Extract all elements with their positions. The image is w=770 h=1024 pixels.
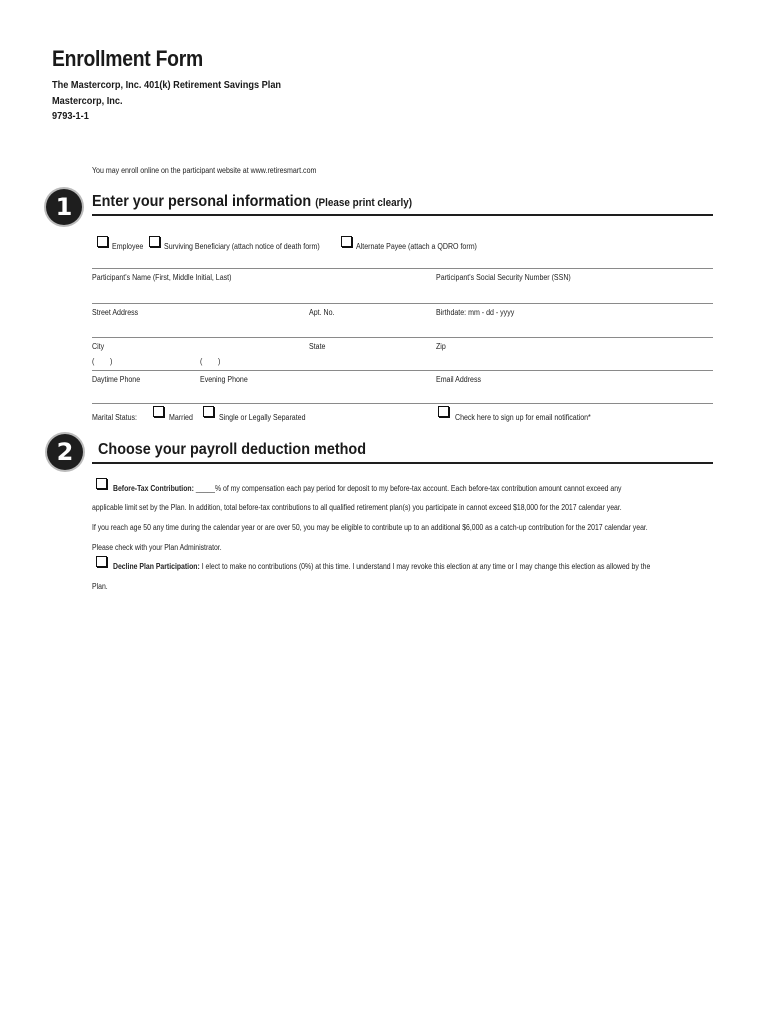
marital-status-label: Marital Status: — [92, 413, 138, 422]
section-one-note: (Please print clearly) — [315, 197, 413, 209]
address-field-line — [92, 303, 713, 304]
alternate-payee-label: Alternate Payee (attach a QDRO form) — [356, 242, 477, 251]
state-field[interactable]: State — [309, 342, 326, 351]
surviving-beneficiary-label: Surviving Beneficiary (attach notice of death form) — [164, 242, 320, 251]
decline-line-2: Plan. — [92, 582, 108, 591]
decline-participation-checkbox[interactable] — [96, 556, 107, 567]
decline-text: I elect to make no contributions (0%) at this time. I understand I may revoke this election at any time or I may change this election as allowed by the — [201, 562, 651, 571]
alternate-payee-checkbox[interactable] — [341, 236, 352, 247]
employee-label: Employee — [112, 242, 144, 251]
decline-line-1 — [113, 562, 650, 571]
married-checkbox[interactable] — [153, 406, 164, 417]
city-field-line — [92, 337, 713, 338]
before-tax-checkbox[interactable] — [96, 478, 107, 489]
company-name: Mastercorp, Inc. — [52, 96, 123, 107]
evening-area-code[interactable]: ( ) — [200, 357, 221, 366]
plan-admin-note: Please check with your Plan Administrator. — [92, 543, 222, 552]
email-notification-label: Check here to sign up for email notification* — [455, 413, 591, 422]
employee-checkbox[interactable] — [97, 236, 108, 247]
daytime-area-code[interactable]: ( ) — [92, 357, 113, 366]
marital-field-line — [92, 403, 713, 404]
email-notification-checkbox[interactable] — [438, 406, 449, 417]
daytime-phone-field[interactable]: Daytime Phone — [92, 375, 141, 384]
section-one-rule — [92, 214, 713, 216]
catch-up-note: If you reach age 50 any time during the calendar year or are over 50, you may be eligible to contribute up to an additional $6,000 as a catch-up contribution for the 2017 calendar year. — [92, 523, 648, 532]
married-label: Married — [169, 413, 193, 422]
before-tax-line-1 — [113, 484, 622, 493]
birthdate-field[interactable]: Birthdate: mm - dd - yyyy — [436, 308, 515, 317]
section-one-heading — [92, 193, 412, 211]
section-one-title: Enter your personal information — [92, 193, 312, 210]
email-address-field[interactable]: Email Address — [436, 375, 482, 384]
before-tax-text[interactable]: _____% of my compensation each pay period for deposit to my before-tax account. Each before-tax contribution amount cannot exceed any — [195, 484, 622, 493]
decline-label: Decline Plan Participation: — [113, 562, 200, 571]
enroll-online-note: You may enroll online on the participant website at www.retiresmart.com — [92, 166, 317, 175]
step-two-badge: 2 — [47, 434, 83, 470]
before-tax-label: Before-Tax Contribution: — [113, 484, 194, 493]
single-label: Single or Legally Separated — [219, 413, 306, 422]
zip-field[interactable]: Zip — [436, 342, 446, 351]
phone-field-line — [92, 370, 713, 371]
city-field[interactable]: City — [92, 342, 105, 351]
plan-number: 9793-1-1 — [52, 111, 89, 122]
evening-phone-field[interactable]: Evening Phone — [200, 375, 248, 384]
street-address-field[interactable]: Street Address — [92, 308, 139, 317]
single-checkbox[interactable] — [203, 406, 214, 417]
step-one-badge: 1 — [46, 189, 82, 225]
plan-name: The Mastercorp, Inc. 401(k) Retirement Savings Plan — [52, 80, 282, 91]
section-two-rule — [92, 462, 713, 464]
ssn-field[interactable]: Participant's Social Security Number (SSN) — [436, 273, 571, 282]
participant-name-field[interactable]: Participant's Name (First, Middle Initial, Last) — [92, 273, 232, 282]
apt-number-field[interactable]: Apt. No. — [309, 308, 335, 317]
form-title: Enrollment Form — [52, 46, 203, 71]
before-tax-line-2: applicable limit set by the Plan. In addition, total before-tax contributions to all qualified retirement plan(s) you participate in cannot exceed $18,000 for the 2017 calendar year. — [92, 503, 622, 512]
section-two-heading: Choose your payroll deduction method — [98, 441, 367, 458]
name-field-line — [92, 268, 713, 269]
surviving-beneficiary-checkbox[interactable] — [149, 236, 160, 247]
